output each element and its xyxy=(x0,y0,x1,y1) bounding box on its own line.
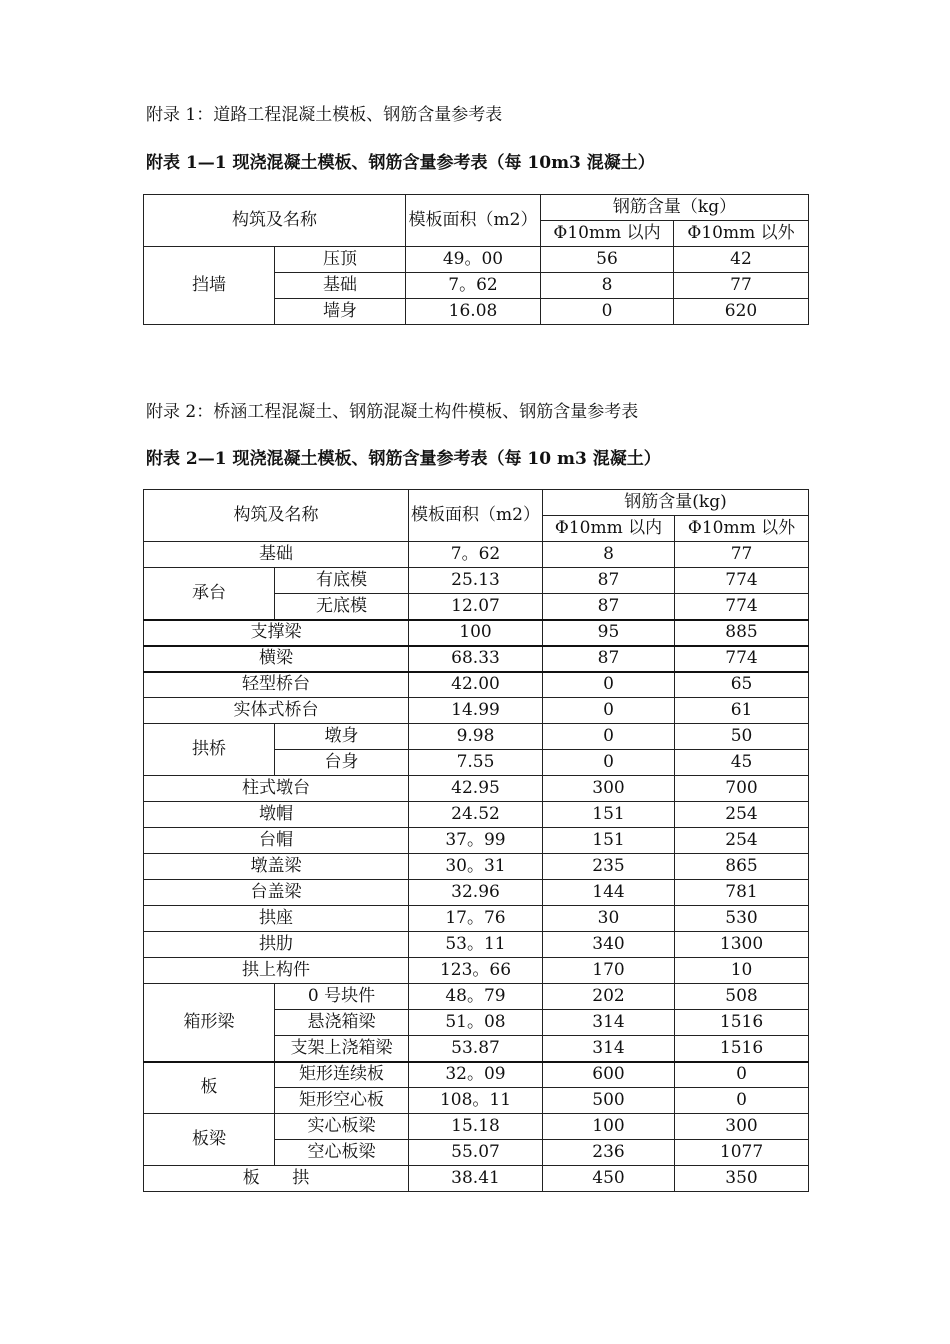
row-area: 32.96 xyxy=(409,880,543,906)
row-name: 轻型桥台 xyxy=(144,672,409,698)
row-outside: 508 xyxy=(675,984,809,1010)
header-area: 模板面积（m2） xyxy=(409,490,543,542)
row-name: 台盖梁 xyxy=(144,880,409,906)
group-label: 板 xyxy=(144,1062,275,1114)
row-outside: 61 xyxy=(675,698,809,724)
row-area: 49。00 xyxy=(406,247,541,273)
row-outside: 45 xyxy=(675,750,809,776)
row-inside: 450 xyxy=(543,1166,675,1192)
row-name: 支架上浇箱梁 xyxy=(275,1036,409,1062)
row-inside: 202 xyxy=(543,984,675,1010)
row-name: 实体式桥台 xyxy=(144,698,409,724)
table-1 xyxy=(143,194,809,325)
row-name: 0 号块件 xyxy=(275,984,409,1010)
row-name: 基础 xyxy=(275,273,406,299)
row-inside: 0 xyxy=(543,724,675,750)
row-area: 7。62 xyxy=(409,542,543,568)
row-outside: 700 xyxy=(675,776,809,802)
row-area: 37。99 xyxy=(409,828,543,854)
row-area: 14.99 xyxy=(409,698,543,724)
row-outside: 774 xyxy=(675,594,809,620)
row-inside: 95 xyxy=(543,620,675,646)
row-area: 55.07 xyxy=(409,1140,543,1166)
row-outside: 254 xyxy=(675,802,809,828)
header-outside: Φ10mm 以外 xyxy=(674,221,809,247)
row-area: 42.00 xyxy=(409,672,543,698)
header-steel: 钢筋含量（kg） xyxy=(541,195,809,221)
row-area: 15.18 xyxy=(409,1114,543,1140)
row-inside: 236 xyxy=(543,1140,675,1166)
group-label: 承台 xyxy=(144,568,275,620)
row-inside: 314 xyxy=(543,1010,675,1036)
row-inside: 8 xyxy=(543,542,675,568)
row-outside: 530 xyxy=(675,906,809,932)
row-name: 横梁 xyxy=(144,646,409,672)
row-inside: 0 xyxy=(543,672,675,698)
row-name: 拱上构件 xyxy=(144,958,409,984)
row-outside: 10 xyxy=(675,958,809,984)
row-name: 台帽 xyxy=(144,828,409,854)
appendix-2-heading: 附录 2：桥涵工程混凝土、钢筋混凝土构件模板、钢筋含量参考表 xyxy=(146,402,639,422)
group-label: 箱形梁 xyxy=(144,984,275,1062)
row-name: 压顶 xyxy=(275,247,406,273)
row-area: 7。62 xyxy=(406,273,541,299)
row-outside: 65 xyxy=(675,672,809,698)
row-outside: 1516 xyxy=(675,1036,809,1062)
row-inside: 87 xyxy=(543,594,675,620)
row-inside: 87 xyxy=(543,646,675,672)
row-inside: 0 xyxy=(541,299,674,325)
row-inside: 56 xyxy=(541,247,674,273)
row-inside: 87 xyxy=(543,568,675,594)
row-area: 53。11 xyxy=(409,932,543,958)
row-area: 38.41 xyxy=(409,1166,543,1192)
row-name: 拱肋 xyxy=(144,932,409,958)
row-outside: 0 xyxy=(675,1088,809,1114)
row-area: 7.55 xyxy=(409,750,543,776)
row-name: 墩帽 xyxy=(144,802,409,828)
row-name: 墩盖梁 xyxy=(144,854,409,880)
row-outside: 865 xyxy=(675,854,809,880)
row-inside: 0 xyxy=(543,698,675,724)
row-name: 板 拱 xyxy=(144,1166,409,1192)
row-area: 17。76 xyxy=(409,906,543,932)
row-inside: 500 xyxy=(543,1088,675,1114)
row-area: 123。66 xyxy=(409,958,543,984)
row-inside: 170 xyxy=(543,958,675,984)
row-name: 无底模 xyxy=(275,594,409,620)
group-label: 板梁 xyxy=(144,1114,275,1166)
row-outside: 774 xyxy=(675,646,809,672)
row-name: 矩形连续板 xyxy=(275,1062,409,1088)
row-name: 悬浇箱梁 xyxy=(275,1010,409,1036)
row-area: 51。08 xyxy=(409,1010,543,1036)
row-outside: 42 xyxy=(674,247,809,273)
row-area: 12.07 xyxy=(409,594,543,620)
row-name: 台身 xyxy=(275,750,409,776)
row-area: 25.13 xyxy=(409,568,543,594)
row-area: 30。31 xyxy=(409,854,543,880)
row-inside: 314 xyxy=(543,1036,675,1062)
row-outside: 620 xyxy=(674,299,809,325)
table-1-caption: 附表 1—1 现浇混凝土模板、钢筋含量参考表（每 10m3 混凝土） xyxy=(146,153,655,173)
header-name: 构筑及名称 xyxy=(144,490,409,542)
group-label: 挡墙 xyxy=(144,247,275,325)
row-outside: 0 xyxy=(675,1062,809,1088)
row-area: 32。09 xyxy=(409,1062,543,1088)
row-inside: 8 xyxy=(541,273,674,299)
row-name: 实心板梁 xyxy=(275,1114,409,1140)
row-inside: 144 xyxy=(543,880,675,906)
row-name: 有底模 xyxy=(275,568,409,594)
row-inside: 0 xyxy=(543,750,675,776)
row-area: 24.52 xyxy=(409,802,543,828)
row-inside: 151 xyxy=(543,828,675,854)
row-inside: 30 xyxy=(543,906,675,932)
row-inside: 235 xyxy=(543,854,675,880)
header-area: 模板面积（m2） xyxy=(406,195,541,247)
row-outside: 781 xyxy=(675,880,809,906)
row-name: 空心板梁 xyxy=(275,1140,409,1166)
table-2 xyxy=(143,489,809,1192)
row-name: 柱式墩台 xyxy=(144,776,409,802)
header-outside: Φ10mm 以外 xyxy=(675,516,809,542)
row-inside: 340 xyxy=(543,932,675,958)
row-name: 墙身 xyxy=(275,299,406,325)
header-inside: Φ10mm 以内 xyxy=(541,221,674,247)
row-inside: 151 xyxy=(543,802,675,828)
row-outside: 77 xyxy=(675,542,809,568)
row-area: 42.95 xyxy=(409,776,543,802)
group-label: 拱桥 xyxy=(144,724,275,776)
row-inside: 300 xyxy=(543,776,675,802)
row-name: 墩身 xyxy=(275,724,409,750)
row-outside: 254 xyxy=(675,828,809,854)
row-area: 9.98 xyxy=(409,724,543,750)
row-name: 基础 xyxy=(144,542,409,568)
table-2-caption: 附表 2—1 现浇混凝土模板、钢筋含量参考表（每 10 m3 混凝土） xyxy=(146,449,661,469)
row-outside: 1300 xyxy=(675,932,809,958)
row-outside: 350 xyxy=(675,1166,809,1192)
row-area: 53.87 xyxy=(409,1036,543,1062)
row-name: 支撑梁 xyxy=(144,620,409,646)
row-area: 16.08 xyxy=(406,299,541,325)
row-area: 48。79 xyxy=(409,984,543,1010)
row-outside: 1077 xyxy=(675,1140,809,1166)
row-area: 108。11 xyxy=(409,1088,543,1114)
row-outside: 50 xyxy=(675,724,809,750)
row-outside: 1516 xyxy=(675,1010,809,1036)
row-outside: 300 xyxy=(675,1114,809,1140)
header-name: 构筑及名称 xyxy=(144,195,406,247)
row-inside: 100 xyxy=(543,1114,675,1140)
row-outside: 77 xyxy=(674,273,809,299)
row-outside: 885 xyxy=(675,620,809,646)
header-inside: Φ10mm 以内 xyxy=(543,516,675,542)
row-inside: 600 xyxy=(543,1062,675,1088)
row-area: 68.33 xyxy=(409,646,543,672)
row-name: 拱座 xyxy=(144,906,409,932)
header-steel: 钢筋含量(kg) xyxy=(543,490,809,516)
row-name: 矩形空心板 xyxy=(275,1088,409,1114)
row-outside: 774 xyxy=(675,568,809,594)
appendix-1-heading: 附录 1：道路工程混凝土模板、钢筋含量参考表 xyxy=(146,105,503,125)
row-area: 100 xyxy=(409,620,543,646)
